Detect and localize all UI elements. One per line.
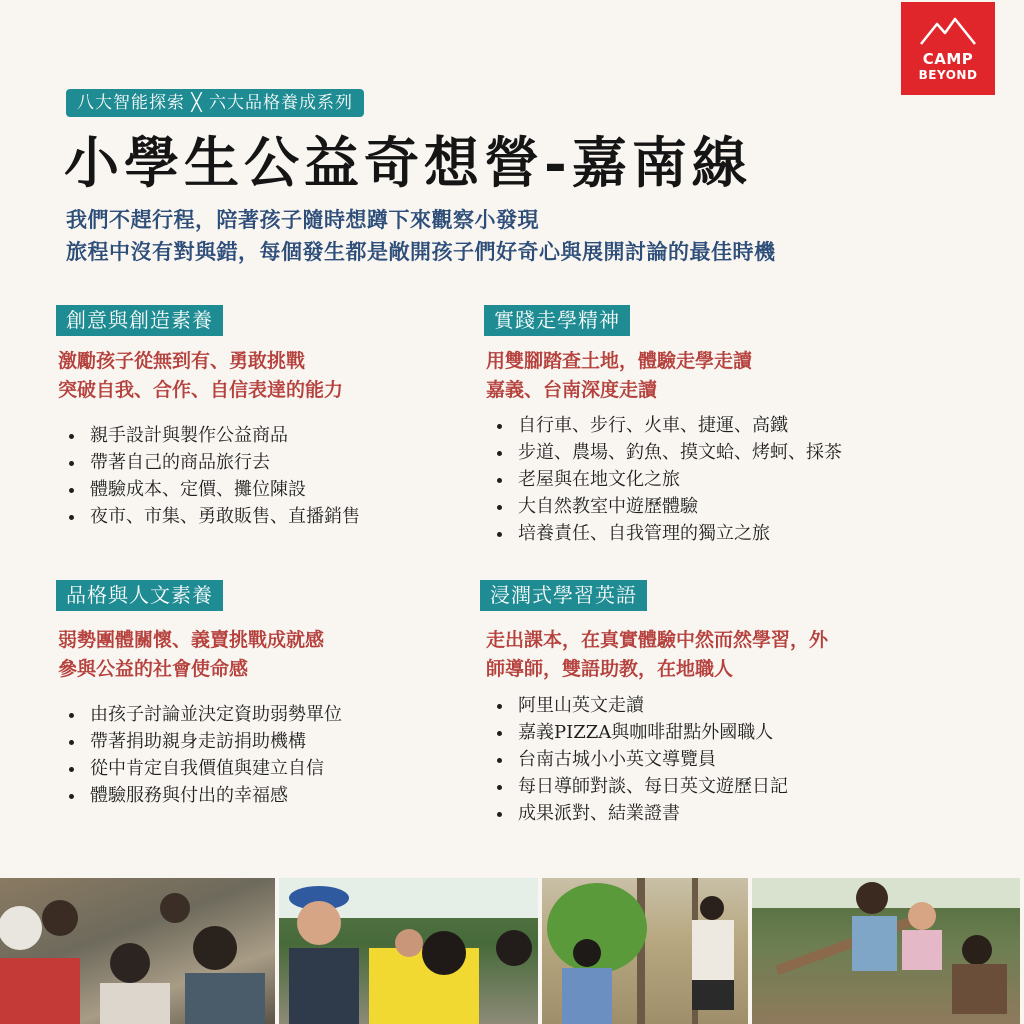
list-item: • 體驗服務與付出的幸福感 — [86, 782, 342, 809]
section-subtitle-english-immersion — [486, 626, 828, 684]
section-list-english-immersion — [490, 692, 788, 827]
photo-group-outdoor — [279, 878, 538, 1024]
section-subtitle-creativity — [58, 347, 343, 405]
photo-kids-crafting — [0, 878, 275, 1024]
list-item: • 由孩子討論並決定資助弱勢單位 — [86, 701, 342, 728]
section-subtitle-walking-learning — [486, 347, 752, 405]
mountain-icon — [919, 16, 977, 46]
section-heading-creativity: 創意與創造素養 — [56, 305, 223, 336]
logo-text-beyond: BEYOND — [918, 68, 978, 82]
subtitle-line: 激勵孩子從無到有、勇敢挑戰 — [58, 350, 306, 372]
list-item: • 每日導師對談、每日英文遊歷日記 — [514, 773, 788, 800]
section-heading-english-immersion: 浸潤式學習英語 — [480, 580, 647, 611]
page-title: 小學生公益奇想營-嘉南線 — [64, 130, 752, 195]
subtitle-line: 師導師，雙語助教，在地職人 — [486, 658, 734, 680]
subtitle-line: 走出課本，在真實體驗中然而然學習，外 — [486, 629, 829, 651]
intro-text — [66, 204, 776, 268]
list-item: • 帶著捐助親身走訪捐助機構 — [86, 728, 342, 755]
list-item: • 培養責任、自我管理的獨立之旅 — [514, 520, 842, 547]
section-heading-walking-learning: 實踐走學精神 — [484, 305, 630, 336]
subtitle-line: 弱勢團體關懷、義賣挑戰成就感 — [58, 629, 325, 651]
list-item: • 步道、農場、釣魚、摸文蛤、烤蚵、採茶 — [514, 439, 842, 466]
list-item: • 帶著自己的商品旅行去 — [86, 449, 360, 476]
list-item: • 老屋與在地文化之旅 — [514, 466, 842, 493]
section-heading-character: 品格與人文素養 — [56, 580, 223, 611]
section-list-walking-learning — [490, 412, 842, 547]
list-item: • 夜市、市集、勇敢販售、直播銷售 — [86, 503, 360, 530]
series-tag: 八大智能探索 ╳ 六大品格養成系列 — [66, 89, 364, 117]
section-list-creativity — [62, 422, 360, 530]
section-list-character — [62, 701, 342, 809]
list-item: • 嘉義PIZZA與咖啡甜點外國職人 — [514, 719, 788, 746]
list-item: • 大自然教室中遊歷體驗 — [514, 493, 842, 520]
camp-beyond-logo — [901, 2, 995, 95]
list-item: • 體驗成本、定價、攤位陳設 — [86, 476, 360, 503]
photo-strip — [0, 878, 1024, 1024]
intro-line: 旅程中沒有對與錯，每個發生都是敞開孩子們好奇心與展開討論的最佳時機 — [66, 239, 776, 264]
subtitle-line: 突破自我、合作、自信表達的能力 — [58, 379, 344, 401]
photo-boys-building — [752, 878, 1020, 1024]
subtitle-line: 用雙腳踏查土地，體驗走學走讀 — [486, 350, 753, 372]
list-item: • 從中肯定自我價值與建立自信 — [86, 755, 342, 782]
subtitle-line: 嘉義、台南深度走讀 — [486, 379, 658, 401]
list-item: • 阿里山英文走讀 — [514, 692, 788, 719]
logo-text-camp: CAMP — [922, 50, 974, 68]
list-item: • 自行車、步行、火車、捷運、高鐵 — [514, 412, 842, 439]
section-subtitle-character — [58, 626, 324, 684]
intro-line: 我們不趕行程，陪著孩子隨時想蹲下來觀察小發現 — [66, 207, 539, 232]
list-item: • 親手設計與製作公益商品 — [86, 422, 360, 449]
list-item: • 台南古城小小英文導覽員 — [514, 746, 788, 773]
list-item: • 成果派對、結業證書 — [514, 800, 788, 827]
photo-forest-leaves — [542, 878, 748, 1024]
subtitle-line: 參與公益的社會使命感 — [58, 658, 249, 680]
